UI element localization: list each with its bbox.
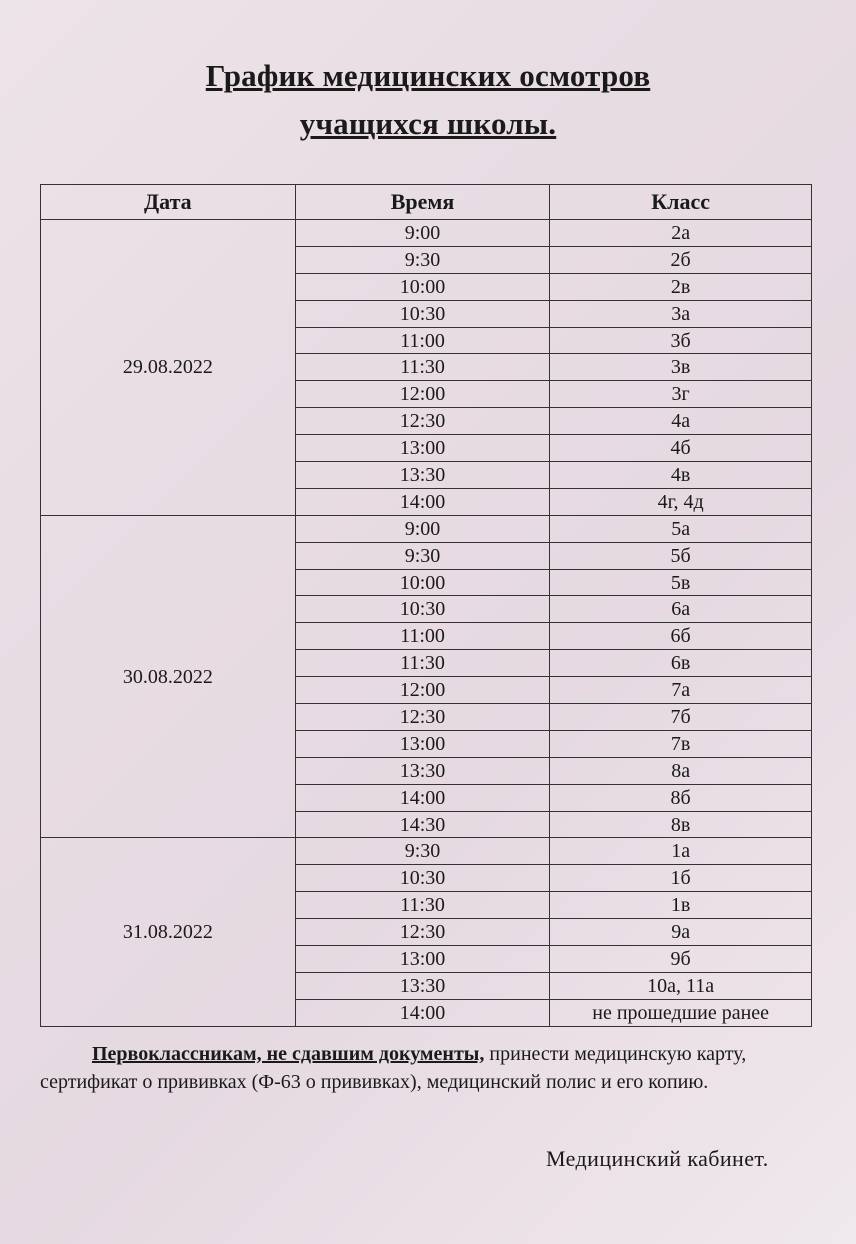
class-cell: 2б xyxy=(550,246,812,273)
class-cell: 7а xyxy=(550,677,812,704)
table-row xyxy=(41,220,812,247)
class-cell: 7б xyxy=(550,704,812,731)
class-cell: 3в xyxy=(550,354,812,381)
table-row xyxy=(41,838,812,865)
class-cell: 4г, 4д xyxy=(550,488,812,515)
time-cell: 14:00 xyxy=(295,488,550,515)
class-cell: 3б xyxy=(550,327,812,354)
time-cell: 11:30 xyxy=(295,354,550,381)
class-cell: 4в xyxy=(550,462,812,489)
date-cell: 31.08.2022 xyxy=(41,838,296,1026)
time-cell: 9:30 xyxy=(295,246,550,273)
class-cell: не прошедшие ранее xyxy=(550,999,812,1026)
time-cell: 14:00 xyxy=(295,999,550,1026)
class-cell: 2в xyxy=(550,273,812,300)
header-date: Дата xyxy=(41,185,296,220)
class-cell: 5в xyxy=(550,569,812,596)
time-cell: 12:30 xyxy=(295,704,550,731)
note-text: принести медицинскую карту, сертификат о прививках (Ф-63 о прививках), медицинский полис и его копию. xyxy=(40,1043,747,1093)
class-cell: 4а xyxy=(550,408,812,435)
time-cell: 14:00 xyxy=(295,784,550,811)
time-cell: 12:00 xyxy=(295,677,550,704)
class-cell: 8а xyxy=(550,757,812,784)
note-emphasis: Первоклассникам, не сдавшим документы, xyxy=(92,1043,485,1065)
time-cell: 11:30 xyxy=(295,892,550,919)
class-cell: 8в xyxy=(550,811,812,838)
class-cell: 5а xyxy=(550,515,812,542)
schedule-body xyxy=(41,220,812,1027)
time-cell: 10:30 xyxy=(295,596,550,623)
time-cell: 13:00 xyxy=(295,730,550,757)
time-cell: 11:00 xyxy=(295,327,550,354)
time-cell: 12:30 xyxy=(295,919,550,946)
class-cell: 6б xyxy=(550,623,812,650)
header-class: Класс xyxy=(550,185,812,220)
time-cell: 10:30 xyxy=(295,865,550,892)
time-cell: 13:00 xyxy=(295,435,550,462)
note-paragraph xyxy=(40,1040,812,1096)
class-cell: 6а xyxy=(550,596,812,623)
class-cell: 9б xyxy=(550,946,812,973)
time-cell: 13:30 xyxy=(295,462,550,489)
time-cell: 10:30 xyxy=(295,300,550,327)
class-cell: 9а xyxy=(550,919,812,946)
class-cell: 4б xyxy=(550,435,812,462)
date-cell: 30.08.2022 xyxy=(41,515,296,838)
time-cell: 9:30 xyxy=(295,542,550,569)
time-cell: 9:00 xyxy=(295,515,550,542)
date-cell: 29.08.2022 xyxy=(41,220,296,516)
class-cell: 1в xyxy=(550,892,812,919)
class-cell: 1б xyxy=(550,865,812,892)
time-cell: 13:30 xyxy=(295,972,550,999)
class-cell: 5б xyxy=(550,542,812,569)
table-header-row xyxy=(41,185,812,220)
class-cell: 8б xyxy=(550,784,812,811)
class-cell: 3а xyxy=(550,300,812,327)
title-line-2: учащихся школы. xyxy=(299,106,557,141)
time-cell: 9:00 xyxy=(295,220,550,247)
schedule-table xyxy=(40,184,812,1027)
time-cell: 13:00 xyxy=(295,946,550,973)
time-cell: 9:30 xyxy=(295,838,550,865)
title-line-1: График медицинских осмотров xyxy=(205,58,651,93)
class-cell: 3г xyxy=(550,381,812,408)
time-cell: 10:00 xyxy=(295,273,550,300)
time-cell: 11:00 xyxy=(295,623,550,650)
time-cell: 12:00 xyxy=(295,381,550,408)
class-cell: 2а xyxy=(550,220,812,247)
class-cell: 7в xyxy=(550,730,812,757)
signature: Медицинский кабинет. xyxy=(546,1146,769,1171)
header-time: Время xyxy=(295,185,550,220)
time-cell: 11:30 xyxy=(295,650,550,677)
time-cell: 10:00 xyxy=(295,569,550,596)
class-cell: 1а xyxy=(550,838,812,865)
time-cell: 12:30 xyxy=(295,408,550,435)
class-cell: 10а, 11а xyxy=(550,972,812,999)
time-cell: 13:30 xyxy=(295,757,550,784)
class-cell: 6в xyxy=(550,650,812,677)
time-cell: 14:30 xyxy=(295,811,550,838)
table-row xyxy=(41,515,812,542)
